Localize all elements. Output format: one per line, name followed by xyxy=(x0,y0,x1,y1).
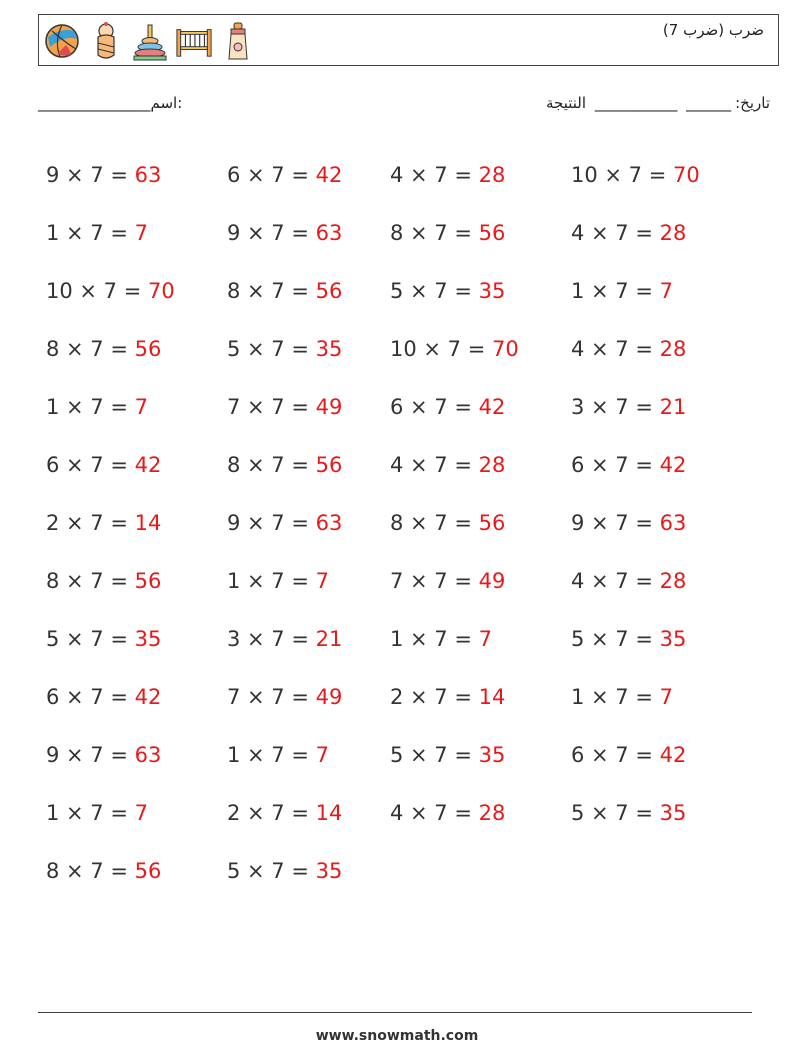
problem-row xyxy=(46,784,721,842)
problem-answer: 14 xyxy=(315,801,343,825)
problem-answer: 42 xyxy=(478,395,506,419)
problem-answer: 7 xyxy=(134,801,148,825)
problem xyxy=(227,395,390,419)
problem-question: 2 × 7 = xyxy=(227,801,316,825)
problem-answer: 49 xyxy=(478,569,506,593)
date-blank: ______ xyxy=(686,94,732,112)
problem-answer: 63 xyxy=(315,511,343,535)
problem xyxy=(227,569,390,593)
problem-answer: 28 xyxy=(478,163,506,187)
problem xyxy=(46,569,227,593)
problem-row xyxy=(46,262,721,320)
problem-question: 3 × 7 = xyxy=(571,395,660,419)
footer-url: www.snowmath.com xyxy=(315,1028,479,1044)
problem xyxy=(46,163,227,187)
problem-row xyxy=(46,378,721,436)
problem-answer: 56 xyxy=(478,221,506,245)
header-icons xyxy=(43,19,257,63)
problem xyxy=(46,395,227,419)
problem-question: 1 × 7 = xyxy=(227,569,316,593)
problem-question: 8 × 7 = xyxy=(46,859,135,883)
problem-question: 1 × 7 = xyxy=(571,685,660,709)
problem-answer: 56 xyxy=(134,569,162,593)
problem xyxy=(390,279,571,303)
problem xyxy=(46,453,227,477)
problem-question: 10 × 7 = xyxy=(571,163,673,187)
problem xyxy=(46,627,227,651)
problem xyxy=(571,569,721,593)
problem xyxy=(46,859,227,883)
problem-answer: 42 xyxy=(134,453,162,477)
problem-question: 9 × 7 = xyxy=(46,163,135,187)
problem xyxy=(390,627,571,651)
problem-answer: 35 xyxy=(659,801,687,825)
problem xyxy=(390,453,571,477)
problem-question: 1 × 7 = xyxy=(227,743,316,767)
problem xyxy=(390,685,571,709)
problem xyxy=(227,859,390,883)
problem xyxy=(571,801,721,825)
problem-answer: 70 xyxy=(491,337,519,361)
problem-question: 8 × 7 = xyxy=(46,337,135,361)
problem xyxy=(227,221,390,245)
problem-answer: 49 xyxy=(315,685,343,709)
problem xyxy=(571,337,721,361)
problem-question: 4 × 7 = xyxy=(390,453,479,477)
problem xyxy=(227,743,390,767)
problem-question: 10 × 7 = xyxy=(390,337,492,361)
problem xyxy=(227,453,390,477)
score-label: النتيجة xyxy=(545,94,587,112)
score-blank: ___________ xyxy=(594,94,678,112)
problem xyxy=(46,279,227,303)
problem-answer: 70 xyxy=(672,163,700,187)
problem xyxy=(571,627,721,651)
problem-question: 8 × 7 = xyxy=(390,221,479,245)
problem-answer: 28 xyxy=(659,569,687,593)
problem-answer: 42 xyxy=(315,163,343,187)
problem-answer: 63 xyxy=(134,163,162,187)
problem xyxy=(571,743,721,767)
problem-row xyxy=(46,320,721,378)
problem-question: 10 × 7 = xyxy=(46,279,148,303)
problem-question: 4 × 7 = xyxy=(571,221,660,245)
problem-answer: 35 xyxy=(315,859,343,883)
problem-question: 6 × 7 = xyxy=(46,685,135,709)
problem-question: 5 × 7 = xyxy=(571,627,660,651)
problem-question: 1 × 7 = xyxy=(390,627,479,651)
problem-question: 4 × 7 = xyxy=(571,569,660,593)
problem-answer: 7 xyxy=(478,627,492,651)
problem-row xyxy=(46,146,721,204)
problem-answer: 70 xyxy=(147,279,175,303)
footer-divider xyxy=(38,1012,752,1013)
problem xyxy=(227,279,390,303)
problem-question: 2 × 7 = xyxy=(390,685,479,709)
problem xyxy=(46,221,227,245)
problem-answer: 42 xyxy=(134,685,162,709)
problem-answer: 21 xyxy=(315,627,343,651)
problem-answer: 42 xyxy=(659,743,687,767)
crib-icon xyxy=(175,19,213,63)
stacking-rings-icon xyxy=(131,19,169,63)
problem-question: 6 × 7 = xyxy=(571,743,660,767)
problem-answer: 63 xyxy=(659,511,687,535)
problem-question: 5 × 7 = xyxy=(227,337,316,361)
name-blank: _______________ xyxy=(38,94,151,112)
problem-answer: 63 xyxy=(134,743,162,767)
problem-question: 1 × 7 = xyxy=(46,221,135,245)
problem-question: 8 × 7 = xyxy=(390,511,479,535)
problem-answer: 14 xyxy=(478,685,506,709)
problem xyxy=(227,163,390,187)
date-label: تاريخ: xyxy=(735,94,770,112)
problem-answer: 42 xyxy=(659,453,687,477)
problem xyxy=(46,511,227,535)
problem-answer: 7 xyxy=(659,685,673,709)
ball-icon xyxy=(43,19,81,63)
problem-question: 6 × 7 = xyxy=(571,453,660,477)
problem xyxy=(390,163,571,187)
problem xyxy=(227,801,390,825)
problem-answer: 35 xyxy=(478,743,506,767)
problem-question: 1 × 7 = xyxy=(46,395,135,419)
problem-row xyxy=(46,204,721,262)
problem xyxy=(227,337,390,361)
problem-question: 3 × 7 = xyxy=(227,627,316,651)
problem-row xyxy=(46,842,721,900)
problem-row xyxy=(46,610,721,668)
problem-answer: 56 xyxy=(134,337,162,361)
problem xyxy=(390,801,571,825)
problem xyxy=(390,337,571,361)
problem xyxy=(46,685,227,709)
name-field xyxy=(38,94,182,112)
baby-bottle-icon xyxy=(219,19,257,63)
problem-answer: 56 xyxy=(315,453,343,477)
problem-question: 7 × 7 = xyxy=(227,395,316,419)
worksheet-header xyxy=(38,14,779,66)
problem xyxy=(571,279,721,303)
problem-question: 8 × 7 = xyxy=(227,453,316,477)
problem-answer: 35 xyxy=(659,627,687,651)
problem-question: 6 × 7 = xyxy=(390,395,479,419)
problem xyxy=(227,685,390,709)
problem xyxy=(390,395,571,419)
problem-answer: 35 xyxy=(315,337,343,361)
problem xyxy=(46,801,227,825)
problem-question: 4 × 7 = xyxy=(571,337,660,361)
problem-question: 7 × 7 = xyxy=(390,569,479,593)
problem xyxy=(46,337,227,361)
problem-question: 4 × 7 = xyxy=(390,801,479,825)
problem-grid xyxy=(46,146,721,900)
problem-answer: 7 xyxy=(315,743,329,767)
problem xyxy=(390,511,571,535)
problem-answer: 28 xyxy=(659,337,687,361)
problem-row xyxy=(46,726,721,784)
problem-question: 4 × 7 = xyxy=(390,163,479,187)
problem xyxy=(571,395,721,419)
problem-question: 5 × 7 = xyxy=(571,801,660,825)
problem-question: 5 × 7 = xyxy=(390,743,479,767)
problem-question: 2 × 7 = xyxy=(46,511,135,535)
problem-question: 8 × 7 = xyxy=(46,569,135,593)
problem xyxy=(227,627,390,651)
problem xyxy=(571,685,721,709)
problem-answer: 35 xyxy=(478,279,506,303)
problem-answer: 35 xyxy=(134,627,162,651)
problem-answer: 63 xyxy=(315,221,343,245)
problem-question: 5 × 7 = xyxy=(390,279,479,303)
problem xyxy=(390,569,571,593)
problem xyxy=(571,511,721,535)
problem xyxy=(390,221,571,245)
problem xyxy=(227,511,390,535)
problem-question: 1 × 7 = xyxy=(46,801,135,825)
problem-question: 5 × 7 = xyxy=(227,859,316,883)
problem-answer: 56 xyxy=(478,511,506,535)
problem-row xyxy=(46,436,721,494)
problem-question: 9 × 7 = xyxy=(227,221,316,245)
problem-question: 8 × 7 = xyxy=(227,279,316,303)
problem-question: 9 × 7 = xyxy=(46,743,135,767)
problem-answer: 28 xyxy=(478,453,506,477)
problem-answer: 56 xyxy=(315,279,343,303)
problem-answer: 28 xyxy=(659,221,687,245)
problem-question: 5 × 7 = xyxy=(46,627,135,651)
problem-row xyxy=(46,552,721,610)
problem-answer: 7 xyxy=(134,395,148,419)
problem-answer: 56 xyxy=(134,859,162,883)
problem-row xyxy=(46,494,721,552)
problem-answer: 7 xyxy=(134,221,148,245)
problem xyxy=(571,163,721,187)
problem xyxy=(390,743,571,767)
problem xyxy=(571,221,721,245)
problem xyxy=(46,743,227,767)
problem-question: 7 × 7 = xyxy=(227,685,316,709)
problem-question: 9 × 7 = xyxy=(571,511,660,535)
baby-icon xyxy=(87,19,125,63)
name-label: اسم: xyxy=(150,94,183,112)
problem-row xyxy=(46,668,721,726)
worksheet-title: ضرب (ضرب 7) xyxy=(662,21,764,39)
problem-answer: 21 xyxy=(659,395,687,419)
problem-question: 6 × 7 = xyxy=(227,163,316,187)
problem-question: 9 × 7 = xyxy=(227,511,316,535)
problem-answer: 28 xyxy=(478,801,506,825)
problem xyxy=(571,453,721,477)
problem-question: 1 × 7 = xyxy=(571,279,660,303)
problem-answer: 14 xyxy=(134,511,162,535)
problem-answer: 49 xyxy=(315,395,343,419)
problem-answer: 7 xyxy=(659,279,673,303)
date-score-field xyxy=(542,94,770,112)
problem-answer: 7 xyxy=(315,569,329,593)
problem-question: 6 × 7 = xyxy=(46,453,135,477)
